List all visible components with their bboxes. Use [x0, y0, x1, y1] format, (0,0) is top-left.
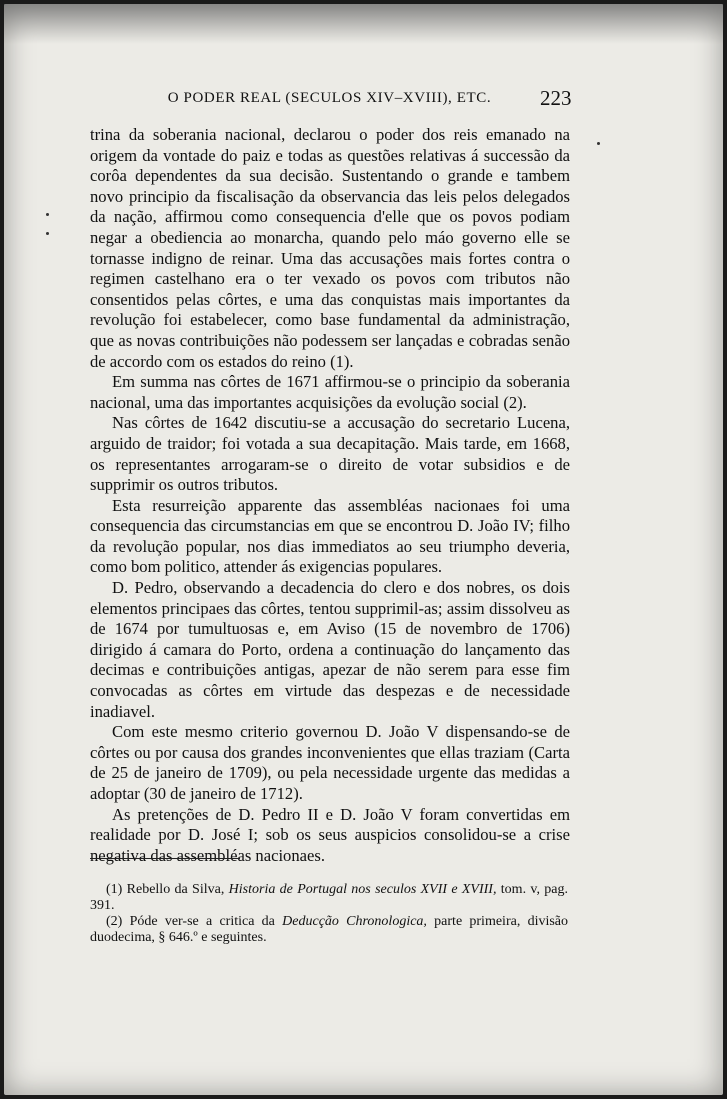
body-text	[90, 125, 570, 866]
footnote	[90, 882, 568, 914]
footnote-work-title: Deducção Chronologica,	[282, 914, 427, 929]
paragraph: trina da soberania nacional, declarou o poder dos reis emanado na origem da vontade do paiz e todas as questões relativas á successão da corôa dependentes da sua decisão. Sustentando o grande e tambem novo principio da fiscalisação da observancia das leis pelos delegados da nação, affirmou como consequencia d'elle que os povos podiam negar a obediencia ao monarcha, quando pelo máo governo elle se tornasse indigno de reinar. Uma das accusações mais fortes contra o regimen castelhano era o ter vexado os povos com tributos não consentidos pelas côrtes, e uma das conquistas mais importantes da revolução foi estabelecer, como base fundamental da administração, que as novas contribuições não podessem ser lançadas e cobradas senão de accordo com os estados do reino (1).	[90, 125, 570, 371]
footnote-marker: (1)	[106, 882, 123, 897]
footnotes	[90, 882, 568, 946]
margin-speck	[46, 232, 49, 235]
margin-speck	[46, 213, 49, 216]
footnote-work-title: Historia de Portugal nos seculos XVII e XVIII,	[228, 882, 497, 897]
footnote-marker: (2)	[106, 914, 123, 929]
running-head: O PODER REAL (SECULOS XIV–XVIII), ETC.	[167, 90, 492, 106]
footnote-text: Rebello da Silva,	[126, 882, 225, 897]
footnote-text: tom. v, pag. 391.	[90, 882, 569, 913]
paragraph: Com este mesmo criterio governou D. João V dispensando-se de côrtes ou por causa dos grandes inconvenientes que ellas traziam (Carta de 25 de janeiro de 1709), ou pela necessidade urgente das medidas a adoptar (30 de janeiro de 1712).	[90, 722, 570, 803]
paragraph: As pretenções de D. Pedro II e D. João V foram convertidas em realidade por D. José I; sob os seus auspicios consolidou-se a crise negativa das assembléas nacionaes.	[90, 804, 570, 865]
footnote	[90, 914, 568, 946]
paragraph: Esta resurreição apparente das assembléas nacionaes foi uma consequencia das circumstancias em que se encontrou D. João IV; filho da revolução popular, nos dias immediatos ao seu triumpho deveria, como bom politico, attender ás exigencias populares.	[90, 495, 570, 577]
footnote-text: Póde ver-se a critica da	[129, 914, 275, 929]
paragraph: D. Pedro, observando a decadencia do clero e dos nobres, os dois elementos principaes das côrtes, tentou supprimil-as; assim dissolveu as de 1674 por tumultuosas e, em Aviso (15 de novembro de 1706) dirigido á camara do Porto, ordena a continuação do lançamento das decimas e contribuições antigas, apezar de não serem para esse fim convocadas as côrtes em virtude das despezas e de necessidade inadiavel.	[90, 578, 570, 721]
footnote-text: parte primeira, divisão duodecima, § 646.º e seguintes.	[90, 914, 569, 945]
page-number: 223	[540, 86, 572, 110]
footnote-separator	[90, 858, 240, 859]
margin-speck	[597, 142, 600, 145]
paragraph: Em summa nas côrtes de 1671 affirmou-se o principio da soberania nacional, uma das importantes acquisições da evolução social (2).	[90, 372, 570, 412]
paragraph: Nas côrtes de 1642 discutiu-se a accusação do secretario Lucena, arguido de traidor; foi votada a sua decapitação. Mais tarde, em 1668, os representantes arrogaram-se o direito de votar subsidios e de supprimir os outros tributos.	[90, 413, 570, 495]
